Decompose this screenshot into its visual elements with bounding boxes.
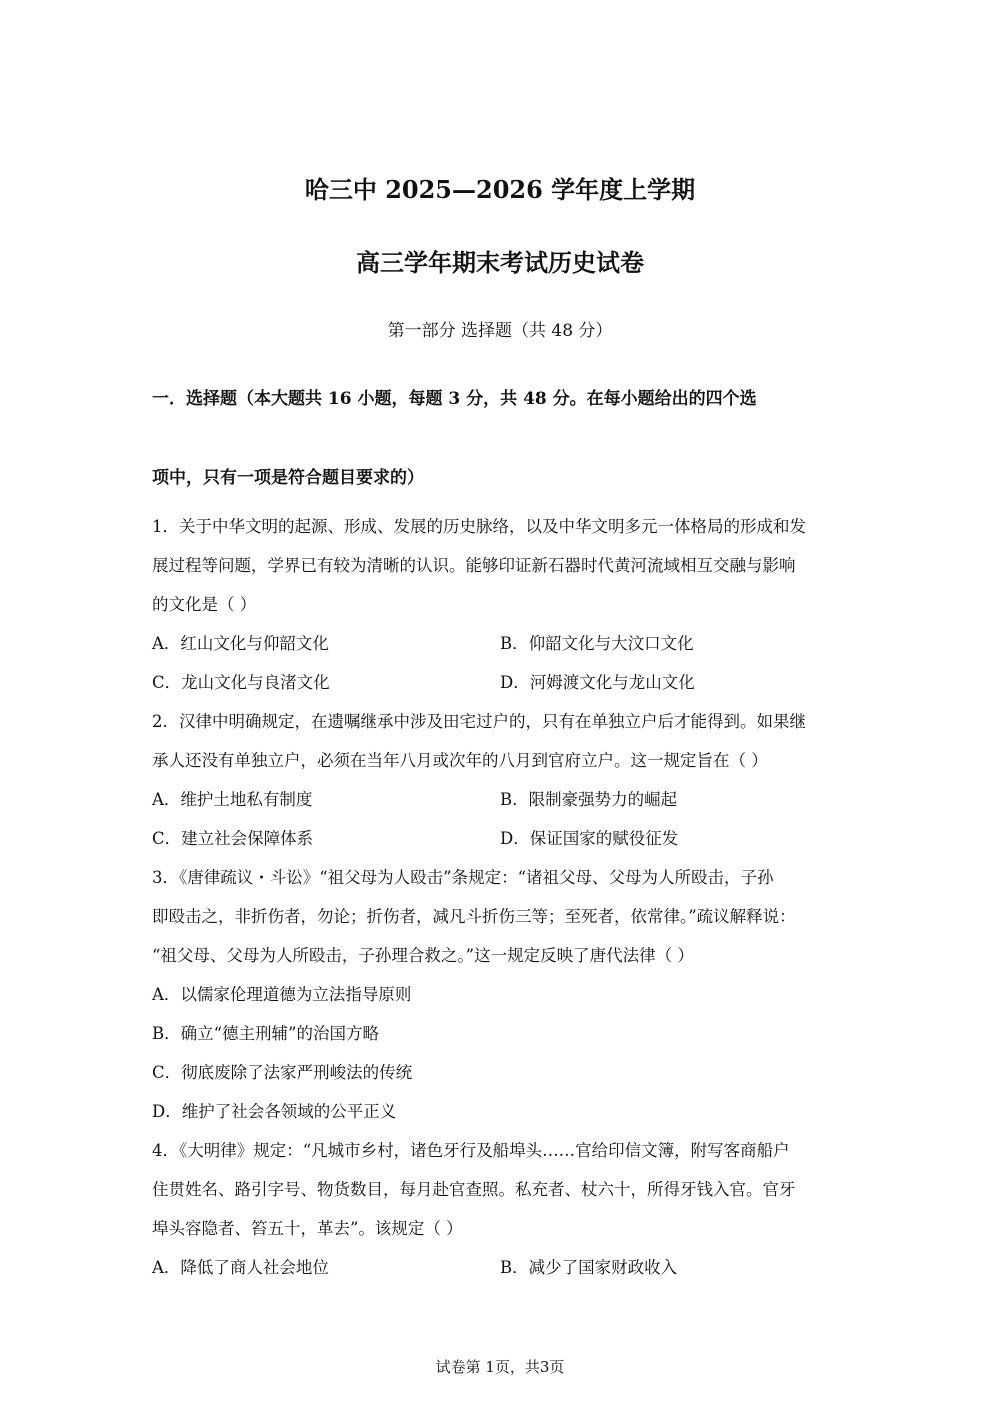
question-4-option-b: B．减少了国家财政收入 xyxy=(500,1258,678,1277)
question-1-stem-line3: 的文化是（ ） xyxy=(152,595,257,614)
question-2-option-c: C．建立社会保障体系 xyxy=(152,829,314,848)
part-heading: 第一部分 选择题（共 48 分） xyxy=(387,321,613,341)
exam-title-line1: 哈三中 2025—2026 学年度上学期 xyxy=(304,175,696,204)
question-1-option-a: A．红山文化与仰韶文化 xyxy=(152,634,329,653)
question-3-stem-line2: 即殴击之，非折伤者，勿论；折伤者，减凡斗折伤三等；至死者，依常律。”疏议解释说： xyxy=(152,907,796,926)
question-4-stem-line3: 埠头容隐者、笞五十，革去”。该规定（ ） xyxy=(152,1219,463,1238)
question-2-option-a: A．维护土地私有制度 xyxy=(152,790,313,809)
page-footer: 试卷第 1页，共3页 xyxy=(435,1358,565,1376)
question-3-stem-line3: “祖父母、父母为人所殴击，子孙理合救之。”这一规定反映了唐代法律（ ） xyxy=(152,946,694,965)
question-4-stem-line1: 4．《大明律》规定：“凡城市乡村，诸色牙行及船埠头……官给印信文簿，附写客商船户 xyxy=(152,1141,790,1160)
question-1-option-d: D．河姆渡文化与龙山文化 xyxy=(500,673,695,692)
question-2-stem-line2: 承人还没有单独立户，必须在当年八月或次年的八月到官府立户。这一规定旨在（ ） xyxy=(152,751,768,770)
question-1-stem-line1: 1．关于中华文明的起源、形成、发展的历史脉络，以及中华文明多元一体格局的形成和发 xyxy=(152,517,806,536)
question-2-option-b: B．限制豪强势力的崛起 xyxy=(500,790,678,809)
section-instruction-line2: 项中，只有一项是符合题目要求的） xyxy=(152,468,424,488)
question-3-option-d: D．维护了社会各领域的公平正义 xyxy=(152,1102,397,1121)
question-2-stem-line1: 2．汉律中明确规定，在遗嘱继承中涉及田宅过户的，只有在单独立户后才能得到。如果继 xyxy=(152,712,806,731)
question-1-option-c: C．龙山文化与良渚文化 xyxy=(152,673,330,692)
exam-title-line2: 高三学年期末考试历史试卷 xyxy=(356,248,644,277)
question-3-option-b: B．确立“德主刑辅”的治国方略 xyxy=(152,1024,379,1043)
question-3-option-a: A．以儒家伦理道德为立法指导原则 xyxy=(152,985,412,1004)
section-instruction-line1: 一．选择题（本大题共 16 小题，每题 3 分，共 48 分。在每小题给出的四个选 xyxy=(152,389,757,409)
question-3-option-c: C．彻底废除了法家严刑峻法的传统 xyxy=(152,1063,413,1082)
question-4-stem-line2: 住贯姓名、路引字号、物货数目，每月赴官查照。私充者、杖六十，所得牙钱入官。官牙 xyxy=(152,1180,796,1199)
question-2-option-d: D．保证国家的赋役征发 xyxy=(500,829,679,848)
question-3-stem-line1: 3．《唐律疏议・斗讼》“祖父母为人殴击”条规定：“诸祖父母、父母为人所殴击，子孙 xyxy=(152,868,774,887)
question-1-option-b: B．仰韶文化与大汶口文化 xyxy=(500,634,694,653)
question-1-stem-line2: 展过程等问题，学界已有较为清晰的认识。能够印证新石器时代黄河流域相互交融与影响 xyxy=(152,556,796,575)
question-4-option-a: A．降低了商人社会地位 xyxy=(152,1258,329,1277)
